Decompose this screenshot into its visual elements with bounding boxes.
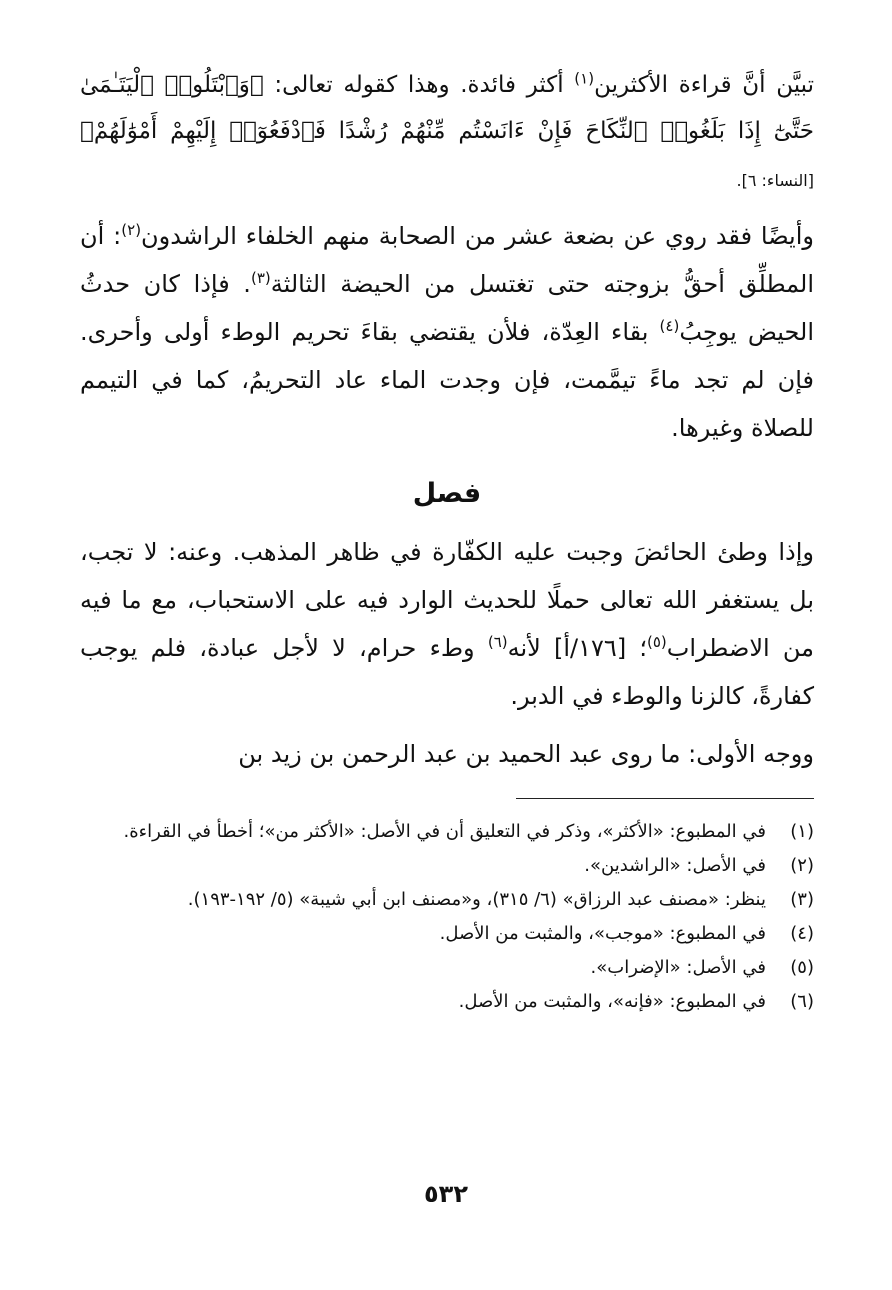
verse-bracket-close: ﴾ (80, 118, 94, 144)
footnote-text: في الأصل: «الراشدين». (584, 855, 766, 876)
footnote-marker-5[interactable]: (٥) (646, 633, 667, 651)
paragraph-first-view (80, 730, 814, 778)
paragraph-text: تبيَّن أنَّ قراءة الأكثرين (594, 72, 814, 98)
footnote-number: (٣) (790, 889, 814, 910)
footnote-marker-6[interactable]: (٦) (487, 633, 508, 651)
footnote-text: ينظر: «مصنف عبد الرزاق» (٦/ ٣١٥)، و«مصنف ابن أبي شيبة» (٥/ ١٩٢-١٩٣). (187, 889, 766, 910)
paragraph-text: . فإذا كان حدثُ الحيض يوجِبُ (80, 270, 814, 346)
paragraph-text: : أن المطلِّق أحقُّ بزوجته حتى تغتسل من الحيضة الثالثة (80, 222, 815, 298)
footnote-marker-4[interactable]: (٤) (659, 317, 680, 335)
footnote-item (80, 985, 814, 1019)
footnote-item (80, 849, 814, 883)
footnotes-list (80, 815, 814, 1019)
footnote-number: (٥) (790, 957, 814, 978)
footnote-text: في المطبوع: «فإنه»، والمثبت من الأصل. (458, 991, 766, 1012)
footnote-number: (١) (790, 821, 814, 842)
paragraph-text: وأيضًا فقد روي عن بضعة عشر من الصحابة منهم الخلفاء الراشدون (141, 222, 814, 250)
paragraph-expiation (80, 528, 814, 720)
footnote-divider (516, 798, 814, 799)
page-number: ٥٣٢ (424, 1180, 468, 1208)
footnote-marker-2[interactable]: (٢) (121, 221, 142, 239)
paragraph-text: وإذا وطئ الحائضَ وجبت عليه الكفّارة في ظاهر المذهب. وعنه: لا تجب، بل يستغفر الله تعالى حملًا للحديث الوارد فيه على الاستحباب، مع ما فيه من الاضطراب (80, 538, 814, 662)
footnote-marker-1[interactable]: (١) (574, 69, 595, 88)
footnote-number: (٦) (790, 991, 814, 1012)
paragraph-companions (80, 212, 814, 452)
footnote-item (80, 815, 814, 849)
quran-verse: وَٱبْتَلُوا۟ ٱلْيَتَـٰمَىٰ حَتَّىٰٓ إِذَا بَلَغُوا۟ ٱلنِّكَاحَ فَإِنْ ءَانَسْتُم مِّنْهُمْ رُشْدًا فَٱدْفَعُوٓا۟ إِلَيْهِمْ أَمْوَٰلَهُمْ (80, 72, 814, 144)
verse-citation: [النساء: ٦]. (736, 171, 814, 190)
section-heading: فصل (412, 478, 482, 509)
paragraph-text: ؛ [١٧٦/أ] لأنه (507, 634, 647, 662)
paragraph-text: ووجه الأولى: ما روى عبد الحميد بن عبد الرحمن بن زيد بن (238, 740, 814, 768)
paragraph-text: وطء حرام، لا لأجل عبادة، فلم يوجب كفارةً، كالزنا والوطء في الدبر. (80, 634, 814, 710)
paragraph-text: أكثر فائدة. وهذا كقوله تعالى: (263, 72, 575, 98)
paragraph-text: بقاء العِدّة، فلأن يقتضي بقاءَ تحريم الوطء أولى وأحرى. فإن لم تجد ماءً تيمَّمت، فإن وجدت الماء عاد التحريمُ، كما في التيمم للصلاة وغيرها. (80, 318, 814, 442)
footnote-marker-3[interactable]: (٣) (250, 269, 271, 287)
footnote-item (80, 917, 814, 951)
footnote-number: (٤) (790, 923, 814, 944)
paragraph-quran-citation (80, 62, 814, 204)
footnote-number: (٢) (790, 855, 814, 876)
footnote-item (80, 883, 814, 917)
footnote-text: في الأصل: «الإضراب». (590, 957, 766, 978)
footnote-item (80, 951, 814, 985)
footnote-text: في المطبوع: «موجب»، والمثبت من الأصل. (439, 923, 766, 944)
verse-bracket-open: ﴿ (249, 72, 264, 98)
footnote-text: في المطبوع: «الأكثر»، وذكر في التعليق أن في الأصل: «الأكثر من»؛ أخطأ في القراءة. (123, 821, 766, 842)
